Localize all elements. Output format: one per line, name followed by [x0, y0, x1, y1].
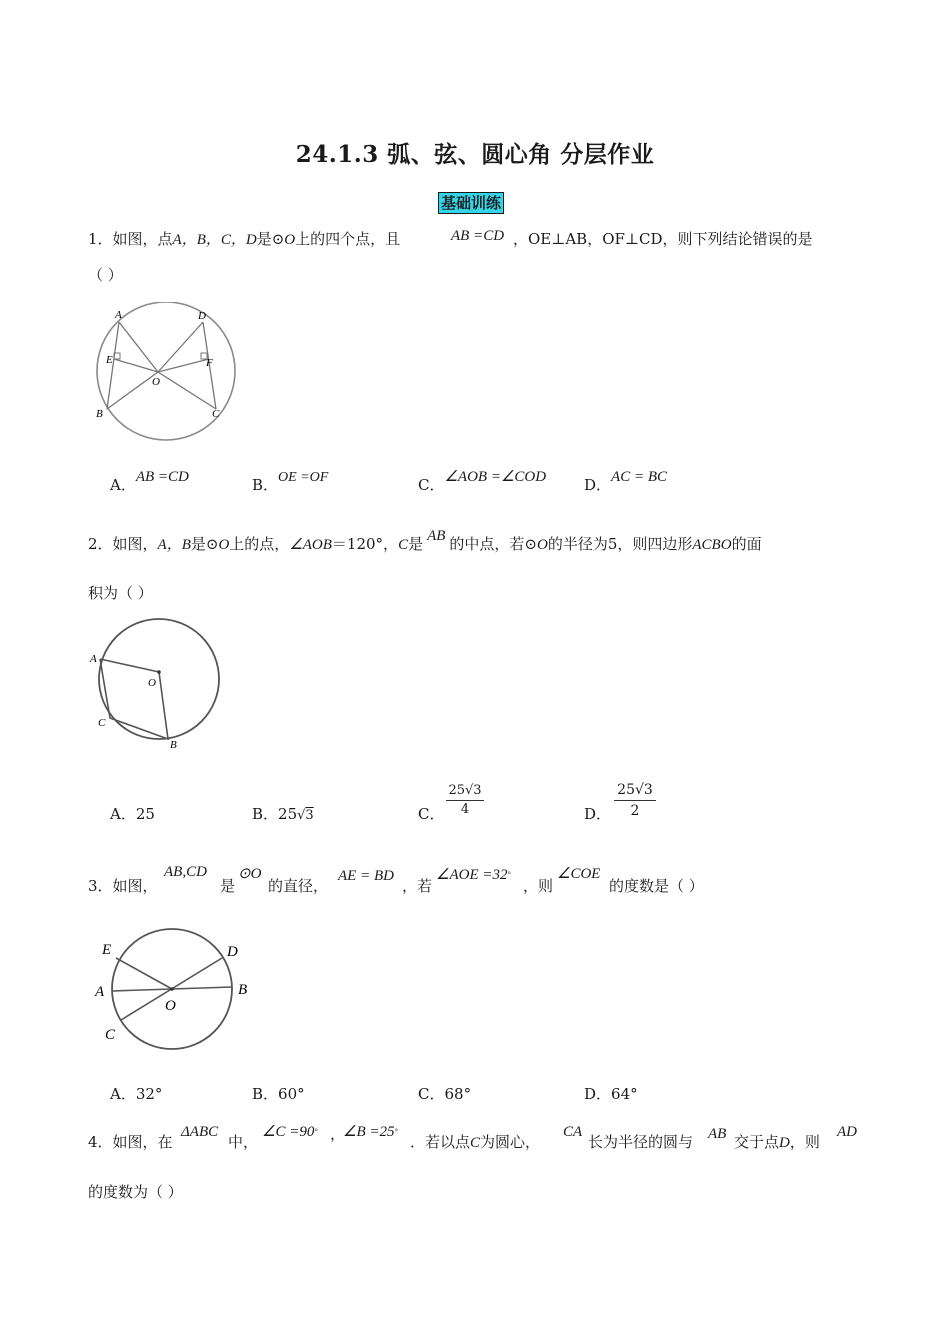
- q4-triangle: ΔABC: [181, 1124, 219, 1140]
- q4-degree-2: °: [394, 1127, 398, 1136]
- q2-option-c-letter: C．: [418, 805, 445, 823]
- q2-label-A: A: [90, 653, 97, 665]
- q2-option-d-numerator: 25√3: [614, 780, 656, 801]
- q1-text-prefix: 1．如图，点: [88, 230, 173, 248]
- q1-points: A，B，C，D: [172, 232, 257, 248]
- q2-option-c-fraction: [446, 782, 484, 819]
- q1-option-d-letter: D．: [584, 476, 612, 494]
- q1-center: O: [284, 232, 296, 248]
- q2-option-c[interactable]: [418, 803, 444, 824]
- q4-radius: CA: [563, 1124, 583, 1140]
- q4-text-m-group: [734, 1132, 820, 1153]
- q2-option-d[interactable]: [584, 803, 611, 824]
- q3-option-d[interactable]: [584, 1083, 638, 1104]
- q4-text-k: 长为半径的圆与: [588, 1133, 694, 1151]
- q1-label-O: O: [152, 376, 160, 388]
- q2-center: O: [218, 537, 230, 553]
- q4-angle-b-text: ∠B =25: [343, 1124, 395, 1140]
- q4-angle-b: [343, 1122, 398, 1142]
- q2-label-B: B: [170, 739, 177, 751]
- q2-text-i: 是: [408, 535, 424, 553]
- q1-label-B: B: [96, 408, 103, 420]
- q2-text-e: 上的点，: [229, 535, 290, 553]
- q3-option-c[interactable]: [418, 1083, 471, 1104]
- q2-angle-value: ＝120°，: [331, 535, 399, 553]
- q2-option-b[interactable]: B．25√3: [252, 805, 314, 823]
- q2-stem: [88, 528, 762, 555]
- q3-option-a-text: 32°: [135, 1085, 163, 1103]
- q1-option-a-letter: A．: [110, 476, 136, 494]
- q1-option-a[interactable]: [110, 469, 189, 495]
- q1-option-d-text: AC = BC: [611, 469, 667, 485]
- q2-option-b-root: 3: [305, 808, 314, 823]
- q1-text-rest: ，OE⊥AB，OF⊥CD，则下列结论错误的是: [513, 230, 813, 248]
- q1-option-c[interactable]: [418, 469, 547, 495]
- q1-stem: [88, 229, 400, 250]
- q1-option-c-text: ∠AOB =∠COD: [444, 469, 547, 485]
- q1-option-a-text: AB =CD: [135, 469, 189, 485]
- q4-segment-ab: AB: [708, 1126, 727, 1142]
- q4-text-c: 中，: [228, 1133, 259, 1151]
- q2-option-d-fraction: [614, 780, 656, 821]
- q3-angle-aoe-text: ∠AOE =32: [436, 867, 508, 883]
- q2-option-a-letter: A．: [110, 805, 136, 823]
- q4-text-g: ．若以点: [410, 1133, 471, 1151]
- q3-option-d-text: 64°: [611, 1085, 638, 1103]
- q1-label-A: A: [115, 309, 122, 321]
- q3-option-b-letter: B．: [252, 1085, 279, 1103]
- q2-text-j: 的中点，若⊙: [449, 535, 537, 553]
- q3-option-a[interactable]: [110, 1083, 162, 1104]
- q4-angle-c-text: ∠C =90: [262, 1124, 315, 1140]
- q3-option-b[interactable]: [252, 1083, 305, 1104]
- q4-stem-line2: 的度数为（ ）: [88, 1183, 183, 1201]
- q2-option-a[interactable]: [110, 803, 155, 824]
- q2-label-C: C: [98, 717, 106, 729]
- q1-label-D: D: [198, 310, 206, 322]
- q1-option-b-text: OE =OF: [278, 470, 329, 485]
- q2-option-b-letter: B．: [252, 805, 279, 823]
- q3-circle: ⊙O: [238, 866, 262, 882]
- q3-arc-equality: AE = BD: [338, 868, 394, 884]
- q2-option-b-text: 25: [278, 805, 298, 823]
- q2-center-2: O: [537, 537, 548, 553]
- q3-angle-coe: ∠COE: [557, 866, 601, 882]
- q2-figure: [88, 616, 224, 756]
- q3-diameters: AB,CD: [164, 864, 207, 880]
- q2-points: A，B: [157, 537, 191, 553]
- q3-text-a: 3．如图，: [88, 877, 158, 895]
- q3-label-B: B: [238, 982, 248, 998]
- q4-degree-1: °: [314, 1127, 318, 1136]
- q2-option-a-text: 25: [135, 805, 155, 823]
- q3-option-b-text: 60°: [278, 1085, 305, 1103]
- q3-label-E: E: [102, 942, 112, 958]
- q3-label-A: A: [95, 984, 105, 1000]
- q3-degree: °: [507, 870, 511, 879]
- q3-text-i: ，则: [523, 877, 554, 895]
- q3-label-O: O: [165, 998, 176, 1014]
- q2-option-c-numerator: 25√3: [446, 782, 484, 801]
- q1-option-b-letter: B．: [252, 476, 279, 494]
- q2-text-l: 的半径为5，则四边形: [547, 535, 693, 553]
- q4-text-o: ，则: [789, 1133, 820, 1151]
- q2-text-a: 2．如图，: [88, 535, 158, 553]
- q4-point-c: C: [470, 1135, 481, 1151]
- q4-angle-c: [262, 1122, 318, 1142]
- q4-arc-ad: AD: [837, 1124, 857, 1140]
- q2-text-n: 的面: [731, 535, 762, 553]
- q2-stem-line2: 积为（ ）: [88, 584, 153, 602]
- q4-point-d: D: [779, 1135, 790, 1151]
- q1-answer-paren: （ ）: [88, 266, 123, 284]
- q4-text-a: 4．如图，在: [88, 1133, 173, 1151]
- q2-quadrilateral: ACBO: [692, 537, 732, 553]
- q3-label-C: C: [105, 1027, 116, 1043]
- q2-option-c-denominator: 4: [460, 802, 470, 817]
- q3-option-c-text: 68°: [444, 1085, 472, 1103]
- q1-option-c-letter: C．: [418, 476, 445, 494]
- q2-option-d-denominator: 2: [630, 803, 640, 819]
- q3-figure: [92, 926, 260, 1056]
- q1-text-mid2: 上的四个点，且: [295, 230, 401, 248]
- section-badge: 基础训练: [438, 192, 504, 214]
- q2-text-c: 是⊙: [190, 535, 219, 553]
- q4-stem-main: [410, 1132, 540, 1153]
- q1-label-C: C: [212, 408, 220, 420]
- q1-text-mid: 是⊙: [256, 230, 285, 248]
- q1-condition: AB =CD: [451, 228, 505, 244]
- q1-option-b[interactable]: [252, 470, 329, 495]
- q3-option-d-letter: D．: [584, 1085, 612, 1103]
- q3-option-a-letter: A．: [110, 1085, 136, 1103]
- q2-label-O: O: [148, 677, 156, 689]
- q3-text-g: ，若: [402, 877, 433, 895]
- q4-text-i: 为圆心，: [480, 1133, 541, 1151]
- q2-angle: ∠AOB: [289, 537, 332, 553]
- q2-option-d-letter: D．: [584, 805, 612, 823]
- q3-angle-aoe: [436, 865, 511, 885]
- q3-label-D: D: [227, 944, 238, 960]
- q2-point-c: C: [398, 537, 409, 553]
- q4-text-m: 交于点: [734, 1133, 780, 1151]
- page-title: 24.1.3 弧、弦、圆心角 分层作业: [295, 141, 655, 168]
- q3-text-k: 的度数是（ ）: [609, 877, 704, 895]
- q1-figure: [88, 302, 248, 448]
- q1-label-F: F: [206, 357, 213, 369]
- q1-label-E: E: [106, 354, 113, 366]
- q3-text-e: 的直径，: [268, 877, 329, 895]
- q2-arc: AB: [427, 528, 446, 544]
- q3-text-c: 是: [220, 877, 236, 895]
- q3-option-c-letter: C．: [418, 1085, 445, 1103]
- q4-text-e: ，: [330, 1125, 346, 1143]
- q1-option-d[interactable]: [584, 469, 667, 495]
